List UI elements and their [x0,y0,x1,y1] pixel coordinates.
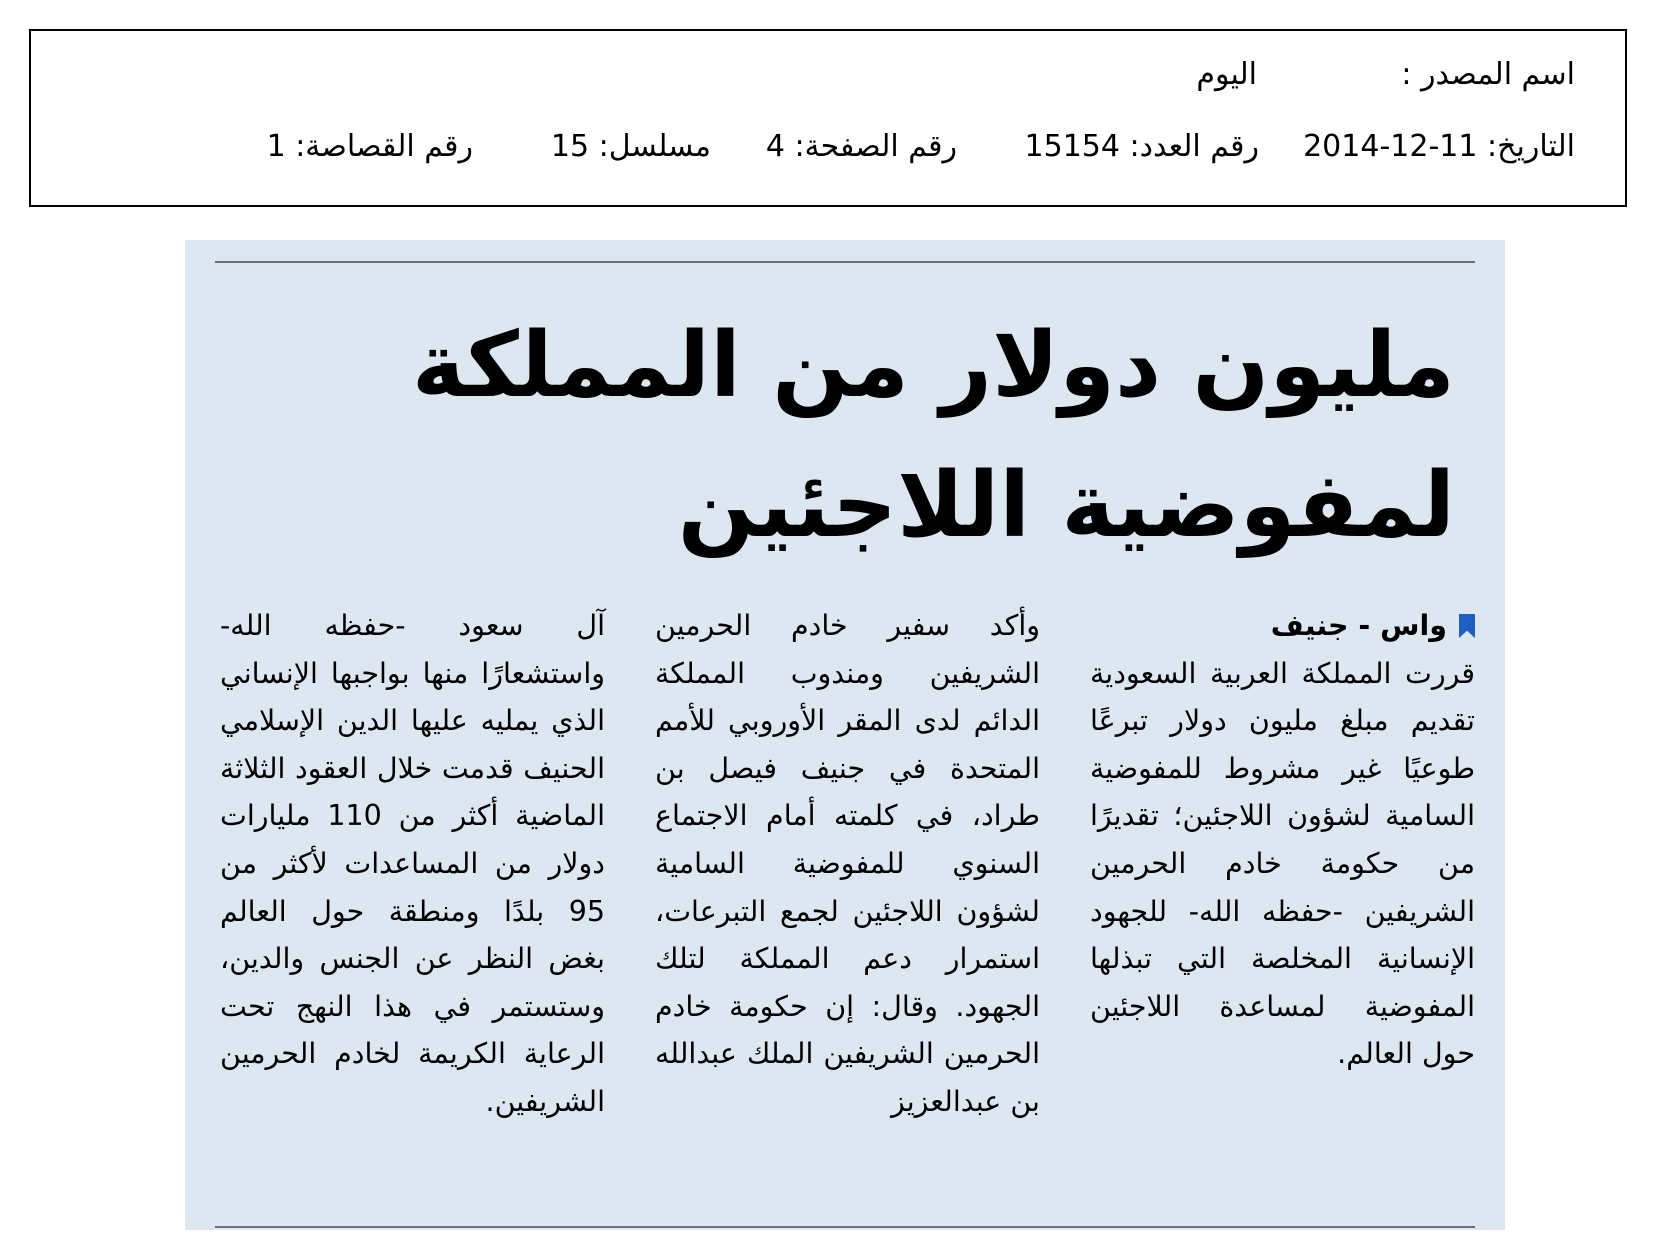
date-field: التاريخ: 11-12-2014 [1303,129,1575,164]
clipping-metadata-box [29,29,1627,207]
dateline-text: واس - جنيف [1270,609,1447,642]
column-3-text: آل سعود -حفظه الله- واستشعارًا منها بواجبها الإنساني الذي يمليه عليها الدين الإسلامي الحنيف قدمت خلال العقود الثلاثة الماضية أكثر من 110 مليارات دولار من المساعدات لأكثر من 95 بلدًا ومنطقة حول العالم بغض النظر عن الجنس والدين، وستستمر في هذا النهج تحت الرعاية الكريمة لخادم الحرمين الشريفين. [220,609,605,1118]
column-1-text: قررت المملكة العربية السعودية تقديم مبلغ مليون دولار تبرعًا طوعيًا غير مشروط للمفوضية السامية لشؤون اللاجئين؛ تقديرًا من حكومة خادم الحرمين الشريفين -حفظه الله- للجهود الإنسانية المخلصة التي تبذلها المفوضية لمساعدة اللاجئين حول العالم. [1090,656,1475,1071]
bottom-rule [215,1226,1475,1228]
article-column-3 [220,602,605,1126]
newspaper-clipping [185,240,1505,1230]
column-2-text: وأكد سفير خادم الحرمين الشريفين ومندوب المملكة الدائم لدى المقر الأوروبي للأمم المتحدة في جنيف فيصل بن طراد، في كلمته أمام الاجتماع السنوي للمفوضية السامية لشؤون اللاجئين لجمع التبرعات، استمرار دعم المملكة لتلك الجهود. وقال: إن حكومة خادم الحرمين الشريفين الملك عبدالله بن عبدالعزيز [655,609,1040,1118]
metadata-row-details [31,129,1625,169]
top-rule [215,261,1475,263]
dateline [1090,602,1475,650]
source-value: اليوم [1196,57,1257,92]
page-number-field: رقم الصفحة: 4 [765,129,957,164]
metadata-row-source [31,57,1625,97]
article-headline: مليون دولار من المملكة لمفوضية اللاجئين [411,313,1455,558]
clip-number-field: رقم القصاصة: 1 [266,129,473,164]
article-column-2 [655,602,1040,1126]
source-label: اسم المصدر : [1401,57,1575,92]
bookmark-icon [1459,614,1475,638]
issue-number-field: رقم العدد: 15154 [1024,129,1259,164]
serial-number-field: مسلسل: 15 [550,129,711,164]
article-column-1 [1090,602,1475,1078]
